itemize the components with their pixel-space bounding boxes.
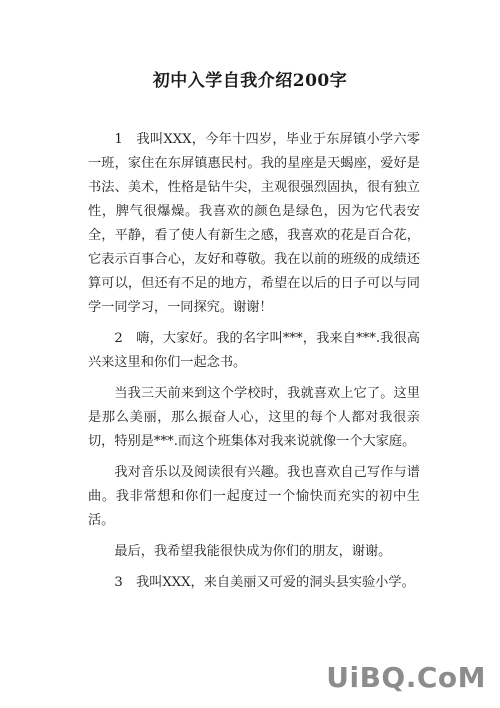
document-title: 初中入学自我介绍200字 <box>152 71 348 91</box>
paragraph-4: 我对音乐以及阅读很有兴趣。我也喜欢自己写作与谱曲。我非常想和你们一起度过一个愉快而充实的初中生活。 <box>88 465 420 528</box>
paragraph-1: 1 我叫XXX，今年十四岁，毕业于东屏镇小学六零一班，家住在东屏镇惠民村。我的星座是天蝎座，爱好是书法、美术，性格是钻牛尖，主观很强烈固执，很有独立性，脾气很爆燥。我喜欢的颜色是绿色，因为它代表安全，平静，看了使人有新生之感，我喜欢的花是百合花，它表示百事合心，友好和尊敬。我在以前的班级的成绩还算可以，但还有不足的地方，希望在以后的日子可以与同学一同学习，一同探究。谢谢！ <box>88 132 420 315</box>
paragraph-3: 当我三天前来到这个学校时，我就喜欢上它了。这里是那么美丽，那么振奋人心，这里的每个人都对我很亲切，特别是***.而这个班集体对我来说就像一个大家庭。 <box>88 386 420 449</box>
document-body <box>88 128 420 602</box>
paragraph-6: 3 我叫XXX，来自美丽又可爱的洞头县实验小学。 <box>114 575 415 590</box>
site-watermark: UiBQ.CoM <box>326 661 486 694</box>
paragraph-5: 最后，我希望我能很快成为你们的朋友，谢谢。 <box>114 544 392 559</box>
paragraph-2: 2 嗨，大家好。我的名字叫***，我来自***.我很高兴来这里和你们一起念书。 <box>88 331 420 370</box>
